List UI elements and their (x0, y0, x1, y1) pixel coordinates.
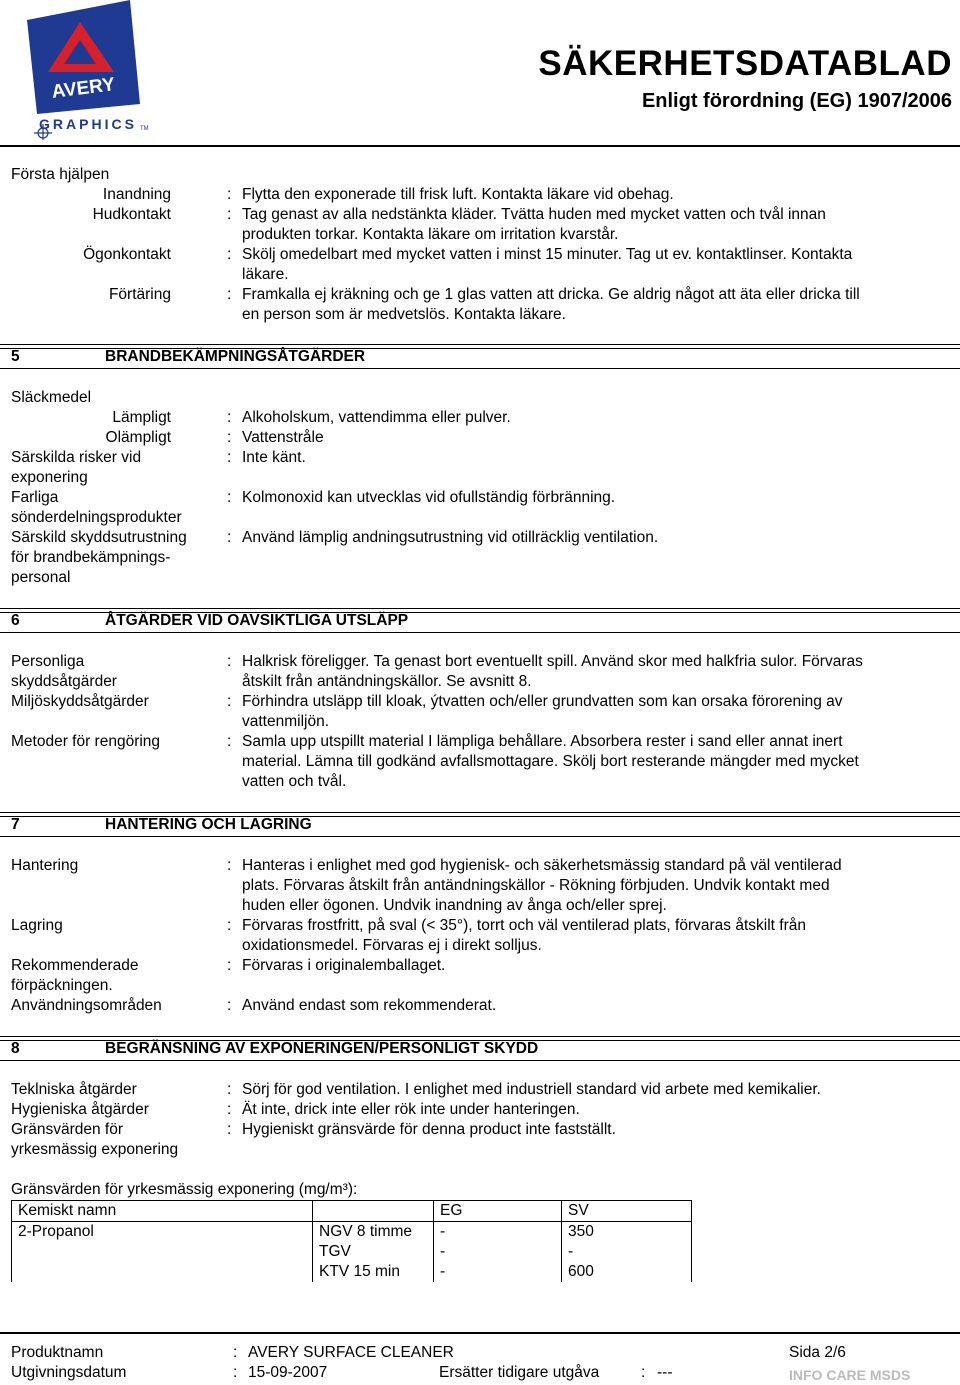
technical-measures-label: Teklniska åtgärder (11, 1081, 137, 1098)
environmental-precautions-text: Förhindra utsläpp till kloak, ýtvatten och/eller grundvatten som kan orsaka förorening av (242, 693, 843, 710)
replaces-value: --- (657, 1364, 673, 1381)
label-line: Miljöskyddsåtgärder (11, 693, 149, 710)
info-care-brand: INFO CARE MSDS (789, 1367, 911, 1383)
exposure-limits-table (11, 1200, 692, 1282)
section-6-block (11, 652, 951, 792)
hazardous-products-label (11, 488, 182, 528)
separator-colon: : (227, 489, 232, 506)
section-number: 5 (11, 348, 20, 365)
suitable-label: Lämpligt (112, 409, 171, 426)
exposure-limits-text: Hygieniskt gränsvärde för denna product inte fastställt. (242, 1121, 616, 1138)
section-7-block (11, 856, 951, 1016)
exposure-table-caption: Gränsvärden för yrkesmässig exponering (mg/m³): (11, 1181, 358, 1198)
label-line: Metoder för rengöring (11, 733, 161, 750)
exposure-limits-label (11, 1120, 178, 1160)
technical-measures-text: Sörj för god ventilation. I enlighet med industriell standard vid arbete med kemikalier. (242, 1081, 821, 1098)
skin-text: produkten torkar. Kontakta läkare om irritation kvarstår. (242, 226, 619, 243)
label-line: Lagring (11, 917, 63, 934)
hazardous-products-value: Kolmonoxid kan utvecklas vid ofullständig förbränning. (242, 489, 616, 506)
first-aid-eye (11, 245, 951, 285)
label-line: Personliga (11, 653, 85, 670)
section-title: BEGRÄNSNING AV EXPONERINGEN/PERSONLIGT SKYDD (105, 1040, 539, 1057)
skin-label: Hudkontakt (92, 206, 171, 223)
cleanup-methods-text: vatten och tvål. (242, 773, 347, 790)
separator-colon: : (233, 1364, 238, 1381)
page-footer (11, 1343, 951, 1383)
separator-colon: : (227, 1121, 232, 1138)
logo-brand-text: AVERY (50, 74, 117, 103)
label-line: förpäckningen. (11, 977, 113, 994)
inhalation-text: Flytta den exponerade till frisk luft. Kontakta läkare vid obehag. (242, 186, 674, 203)
personal-precautions-label (11, 652, 117, 692)
section-7-heading (11, 815, 951, 835)
col-header-eg: EG (434, 1201, 562, 1222)
cleanup-methods-text: material. Lämna till godkänd avfallsmottagare. Skölj bort resterande mängder med mycket (242, 753, 859, 770)
separator-colon: : (227, 733, 232, 750)
eye-text: läkare. (242, 266, 289, 283)
cleanup-methods-text: Samla upp utspillt material I lämpliga behållare. Absorbera rester i sand eller annat inert (242, 733, 843, 750)
separator-colon: : (227, 653, 232, 670)
product-name-value: AVERY SURFACE CLEANER (248, 1344, 454, 1361)
eg-value: - (440, 1223, 446, 1240)
hygiene-measures-text: Ät inte, drick inte eller rök inte under hanteringen. (242, 1101, 580, 1118)
label-line: Rekommenderade (11, 957, 139, 974)
section-number: 8 (11, 1040, 20, 1057)
packaging-label (11, 956, 139, 996)
header-divider (0, 145, 960, 147)
chemical-name: 2-Propanol (12, 1222, 313, 1283)
ingestion-text: Framkalla ej kräkning och ge 1 glas vatten att dricka. Ge aldrig något att äta eller dricka till (242, 286, 860, 303)
separator-colon: : (227, 693, 232, 710)
section-underline (0, 632, 960, 633)
hygiene-measures-label: Hygieniska åtgärder (11, 1101, 149, 1118)
separator-colon: : (227, 957, 232, 974)
section-number: 7 (11, 816, 20, 833)
skin-text: Tag genast av alla nedstänkta kläder. Tvätta huden med mycket vatten och tvål innan (242, 206, 826, 223)
logo-sub-text: GRAPHICS (39, 116, 137, 132)
storage-text: Förvaras frostfritt, på sval (< 35°), torrt och väl ventilerad plats, förvaras åtskilt från (242, 917, 806, 934)
first-aid-block (11, 165, 951, 325)
special-risks-label (11, 448, 141, 488)
handling-text: Hanteras i enlighet med god hygienisk- och säkerhetsmässig standard på väl ventilerad (242, 857, 842, 874)
handling-label (11, 856, 78, 876)
first-aid-inhalation (11, 185, 951, 205)
storage-label (11, 916, 63, 936)
label-line: yrkesmässig exponering (11, 1141, 179, 1158)
col-header-chemical: Kemiskt namn (12, 1201, 313, 1222)
section-number: 6 (11, 612, 20, 629)
separator-colon: : (233, 1344, 238, 1361)
ingestion-label: Förtäring (108, 286, 171, 303)
col-header-sv: SV (562, 1201, 692, 1222)
label-line: Användningsområden (11, 997, 162, 1014)
first-aid-ingestion (11, 285, 951, 325)
table-header-row (12, 1201, 692, 1222)
section-5-heading (11, 347, 951, 367)
eye-label: Ögonkontakt (83, 246, 171, 263)
label-line: sönderdelningsprodukter (11, 509, 182, 526)
sv-value: - (568, 1243, 574, 1260)
label-line: skyddsåtgärder (11, 673, 117, 690)
logo-tm: TM (140, 126, 149, 132)
document-title: SÄKERHETSDATABLAD (538, 44, 952, 83)
sv-value: 350 (568, 1223, 594, 1240)
label-line: Särskilda risker vid (11, 449, 142, 466)
section-8-heading (11, 1039, 951, 1059)
eg-values (434, 1222, 562, 1283)
separator-colon: : (227, 857, 232, 874)
label-line: Gränsvärden för (11, 1121, 123, 1138)
sv-value: 600 (568, 1263, 594, 1280)
label-line: för brandbekämpnings- (11, 549, 171, 566)
extinguishing-heading: Släckmedel (11, 389, 92, 406)
environmental-precautions-label (11, 692, 149, 712)
col-header-type (313, 1201, 434, 1222)
separator-colon: : (227, 917, 232, 934)
inhalation-label: Inandning (102, 186, 171, 203)
separator-colon: : (227, 186, 232, 203)
use-label (11, 996, 162, 1016)
issue-date-label: Utgivningsdatum (11, 1364, 127, 1381)
separator-colon: : (641, 1364, 646, 1381)
page-number: Sida 2/6 (789, 1344, 846, 1361)
special-risks-value: Inte känt. (242, 449, 306, 466)
environmental-precautions-text: vattenmiljön. (242, 713, 330, 730)
label-line: Särskild skyddsutrustning (11, 529, 187, 546)
limit-type: KTV 15 min (319, 1263, 400, 1280)
personal-precautions-text: åtskilt från antändningskällor. Se avsnitt 8. (242, 673, 532, 690)
separator-colon: : (227, 286, 232, 303)
eg-value: - (440, 1243, 446, 1260)
section-title: HANTERING OCH LAGRING (105, 816, 312, 833)
product-name-label: Produktnamn (11, 1344, 104, 1361)
document-title-block (538, 44, 952, 114)
sv-values (562, 1222, 692, 1283)
limit-type: NGV 8 timme (319, 1223, 413, 1240)
personal-precautions-text: Halkrisk föreligger. Ta genast bort eventuellt spill. Använd skor med halkfria sulor. Förvaras (242, 653, 863, 670)
separator-colon: : (227, 529, 232, 546)
separator-colon: : (227, 449, 232, 466)
document-subtitle: Enligt förordning (EG) 1907/2006 (641, 90, 952, 112)
unsuitable-value: Vattenstråle (242, 429, 324, 446)
section-underline (0, 1060, 960, 1061)
unsuitable-label: Olämpligt (105, 429, 171, 446)
separator-colon: : (227, 246, 232, 263)
suitable-value: Alkoholskum, vattendimma eller pulver. (242, 409, 511, 426)
section-5-block (11, 388, 951, 588)
issue-date-value: 15-09-2007 (248, 1364, 328, 1381)
footer-divider (0, 1332, 960, 1334)
separator-colon: : (227, 997, 232, 1014)
protective-equipment-label (11, 528, 187, 588)
limit-types (313, 1222, 434, 1283)
section-underline (0, 368, 960, 369)
avery-graphics-logo (22, 0, 157, 140)
limit-type: TGV (319, 1243, 351, 1260)
section-title: ÅTGÄRDER VID OAVSIKTLIGA UTSLÄPP (105, 612, 409, 629)
storage-text: oxidationsmedel. Förvaras ej i direkt solljus. (242, 937, 542, 954)
section-6-heading (11, 611, 951, 631)
handling-text: huden eller ögonen. Undvik inandning av ånga och/eller sprej. (242, 897, 667, 914)
use-text: Använd endast som rekommenderat. (242, 997, 497, 1014)
section-8-block (11, 1080, 951, 1200)
label-line: exponering (11, 469, 88, 486)
label-line: Farliga (11, 489, 59, 506)
handling-text: plats. Förvaras åtskilt från antändningskällor - Rökning förbjuden. Undvik kontakt med (242, 877, 830, 894)
packaging-text: Förvaras i originalemballaget. (242, 957, 446, 974)
replaces-label: Ersätter tidigare utgåva (439, 1364, 600, 1381)
separator-colon: : (227, 409, 232, 426)
label-line: Hantering (11, 857, 79, 874)
section-underline (0, 836, 960, 837)
separator-colon: : (227, 206, 232, 223)
label-line: personal (11, 569, 71, 586)
table-row (12, 1222, 692, 1283)
ingestion-text: en person som är medvetslös. Kontakta läkare. (242, 306, 566, 323)
section-title: BRANDBEKÄMPNINGSÅTGÄRDER (105, 348, 366, 365)
protective-equipment-value: Använd lämplig andningsutrustning vid otillräcklig ventilation. (242, 529, 659, 546)
cleanup-methods-label (11, 732, 160, 752)
first-aid-heading: Första hjälpen (11, 166, 110, 183)
eye-text: Skölj omedelbart med mycket vatten i minst 15 minuter. Tag ut ev. kontaktlinser. Kontakta (242, 246, 853, 263)
eg-value: - (440, 1263, 446, 1280)
separator-colon: : (227, 1101, 232, 1118)
first-aid-skin (11, 205, 951, 245)
separator-colon: : (227, 1081, 232, 1098)
separator-colon: : (227, 429, 232, 446)
